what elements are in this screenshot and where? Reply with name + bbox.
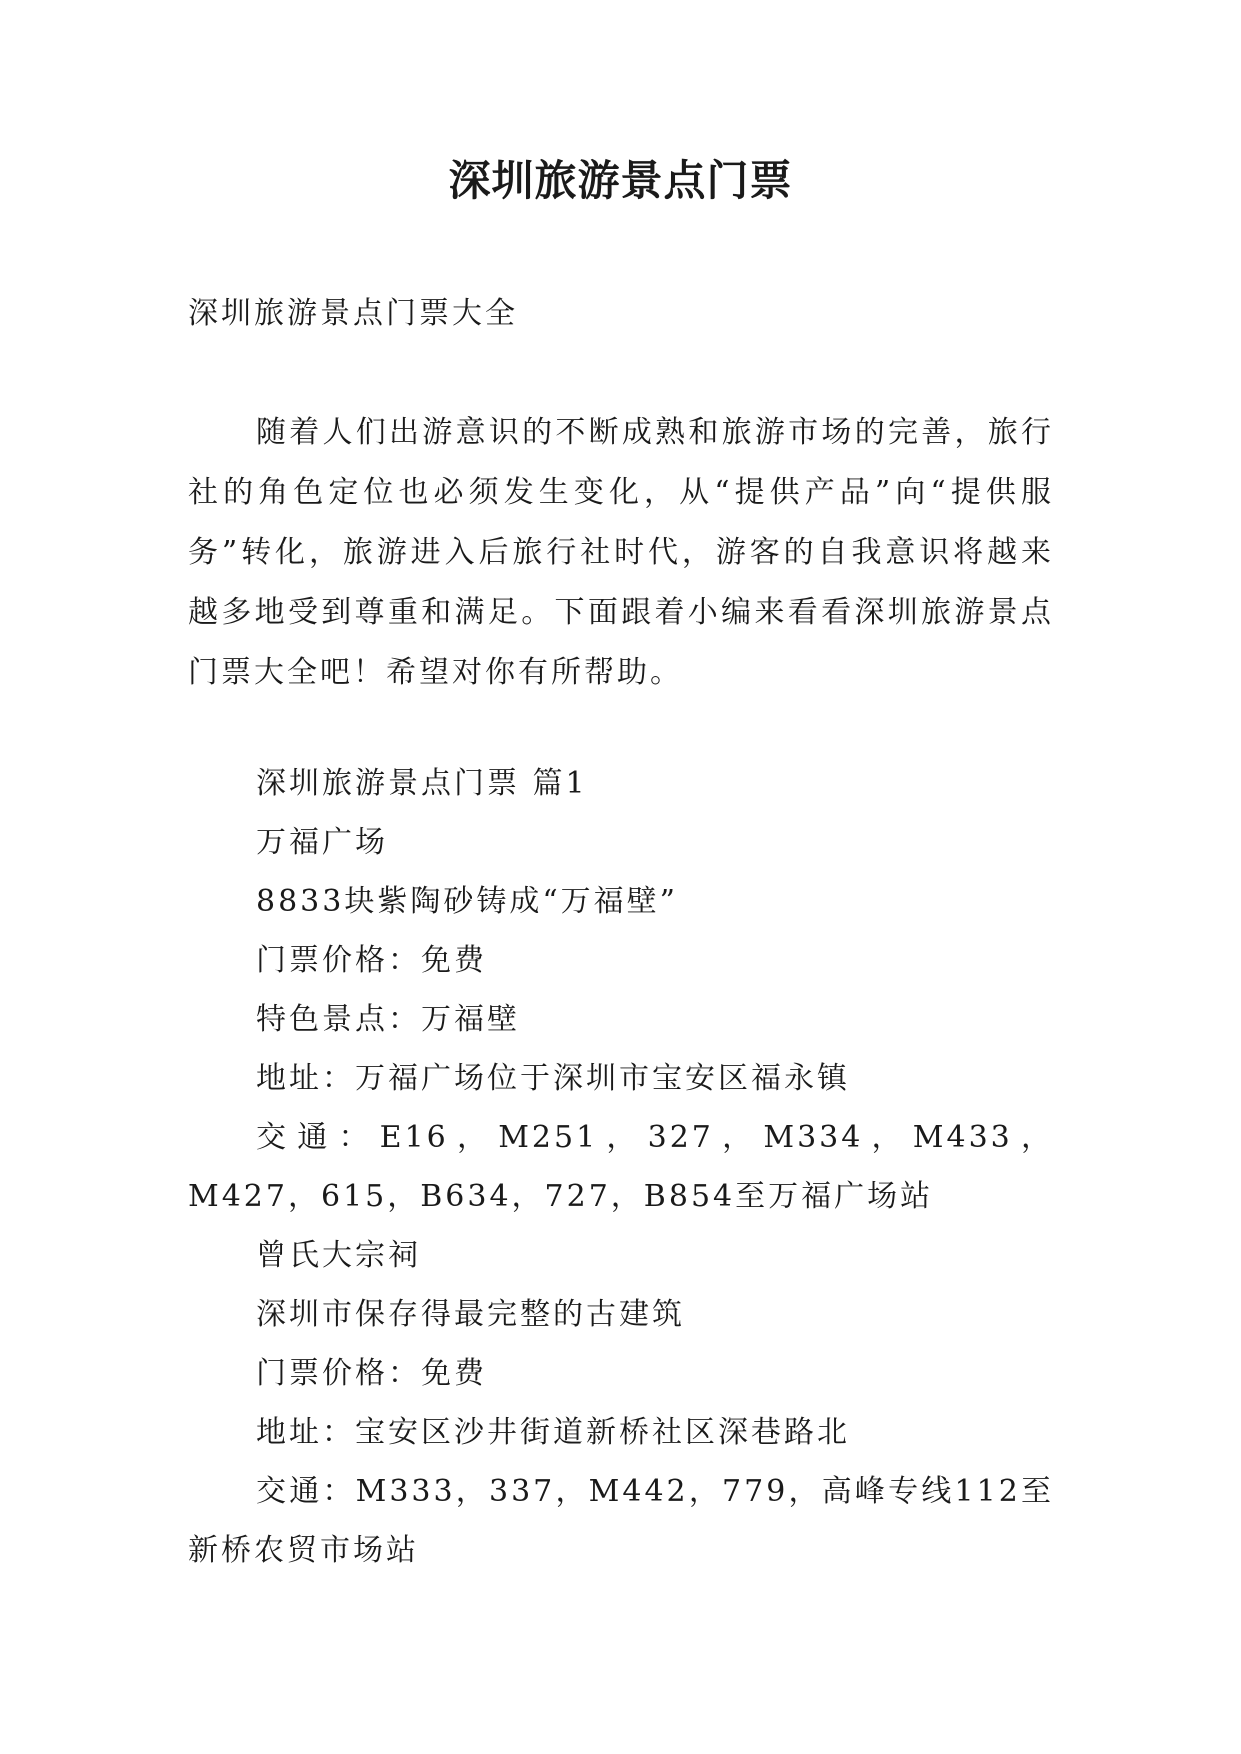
spot-feature: 特色景点：万福壁 xyxy=(256,1002,520,1037)
intro-paragraph: 随着人们出游意识的不断成熟和旅游市场的完善，旅行社的角色定位也必须发生变化，从“提供产品”向“提供服务”转化，旅游进入后旅行社时代，游客的自我意识将越来越多地受到尊重和满足。下面跟着小编来看看深圳旅游景点门票大全吧！希望对你有所帮助。 xyxy=(188,415,1054,690)
spot-description: 深圳市保存得最完整的古建筑 xyxy=(256,1297,685,1332)
spot-address: 地址：万福广场位于深圳市宝安区福永镇 xyxy=(256,1061,850,1096)
spot-price: 门票价格：免费 xyxy=(256,943,487,978)
spot-description: 8833块紫陶砂铸成“万福壁” xyxy=(256,884,679,919)
spot-name: 万福广场 xyxy=(256,825,388,860)
spot-address: 地址：宝安区沙井街道新桥社区深巷路北 xyxy=(256,1415,850,1450)
spot-name: 曾氏大宗祠 xyxy=(256,1238,421,1273)
document-subtitle: 深圳旅游景点门票大全 xyxy=(188,296,518,331)
spot-transport: 交通：M333，337，M442，779，高峰专线112至新桥农贸市场站 xyxy=(188,1474,1054,1568)
document-title: 深圳旅游景点门票 xyxy=(448,156,793,205)
ticket-section xyxy=(188,754,1054,1580)
spot-price: 门票价格：免费 xyxy=(256,1356,487,1391)
section-heading: 深圳旅游景点门票 篇1 xyxy=(256,766,588,801)
spot-transport: 交通：E16，M251，327，M334，M433，M427，615，B634，727，B854至万福广场站 xyxy=(188,1120,1054,1214)
